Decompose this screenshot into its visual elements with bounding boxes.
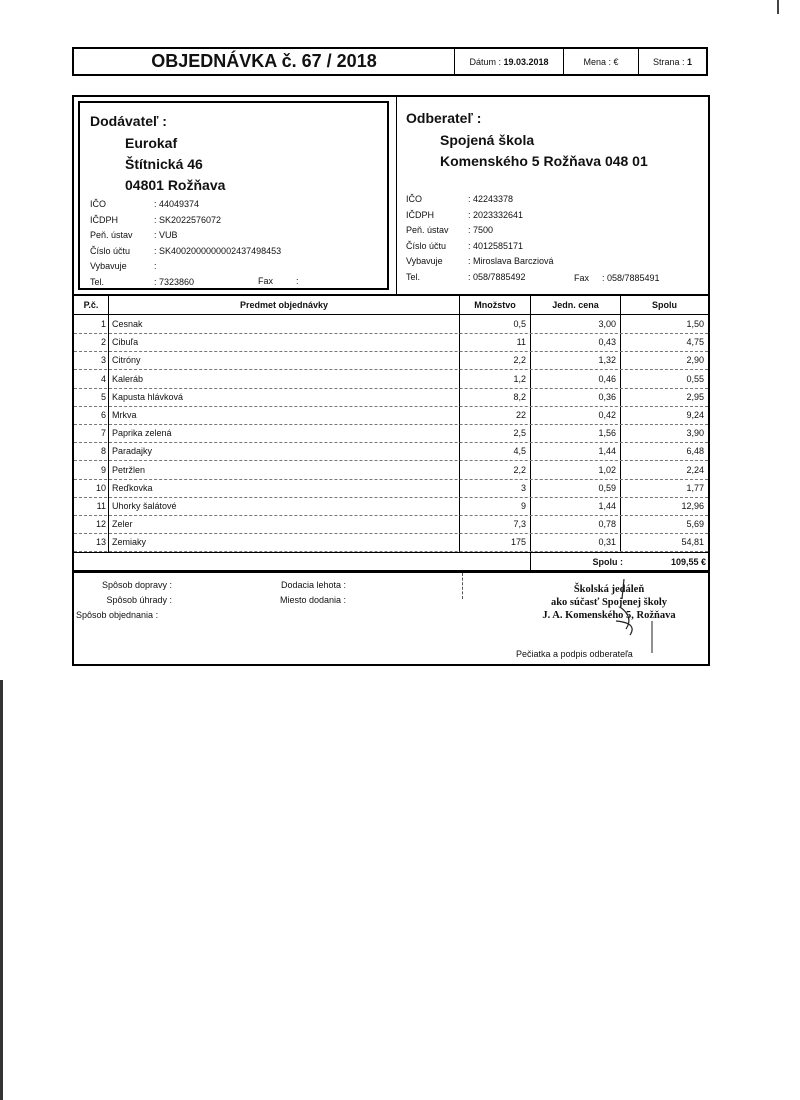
- supplier-fax: [258, 276, 299, 286]
- cell-predmet: Kaleráb: [112, 373, 144, 384]
- customer-field-label: Číslo účtu: [406, 240, 447, 251]
- delivery-time-label: Dodacia lehota :: [280, 580, 346, 590]
- cell-predmet: Citróny: [112, 355, 141, 366]
- supplier-field-label: Vybavuje: [90, 261, 127, 271]
- supplier-field-label: Tel.: [90, 276, 105, 287]
- supplier-field-label: Peň. ústav: [90, 230, 133, 240]
- cell-cena: 0,59: [598, 482, 616, 493]
- supplier-field: [90, 199, 200, 209]
- cell-mnozstvo: 2,2: [513, 464, 526, 475]
- scan-corner-mark: [777, 0, 779, 14]
- cell-cena: 0,46: [598, 373, 616, 384]
- supplier-field: [90, 214, 222, 225]
- header-pc: P.č.: [83, 300, 99, 310]
- table-row: [74, 479, 708, 498]
- page-value: 1: [687, 56, 693, 67]
- stamp-line-3: J. A. Komenského 5, Rožňava: [542, 610, 676, 621]
- currency-field: [564, 49, 638, 74]
- customer-field-value: : Miroslava Barcziová: [468, 256, 554, 266]
- table-row: [74, 497, 708, 516]
- table-header: [74, 296, 708, 315]
- page-field: [639, 49, 706, 74]
- supplier-field-value: :: [154, 261, 157, 271]
- cell-cena: 0,43: [598, 337, 616, 348]
- cell-mnozstvo: 2,5: [513, 428, 526, 439]
- cell-spolu: 12,96: [681, 501, 704, 511]
- customer-field: [406, 256, 554, 266]
- table-row: [74, 333, 708, 352]
- customer-field: [406, 271, 526, 282]
- cell-cena: 0,31: [598, 537, 616, 548]
- payment-label: Spôsob úhrady :: [106, 595, 172, 605]
- supplier-field-value: : SK4002000000002437498453: [154, 245, 282, 256]
- table-row: [74, 388, 708, 407]
- cell-spolu: 9,24: [686, 410, 704, 420]
- total-value: 109,55 €: [670, 557, 706, 567]
- cell-pc: 13: [95, 537, 106, 548]
- cell-spolu: 2,24: [686, 464, 704, 475]
- cell-spolu: 4,75: [686, 337, 704, 348]
- cell-mnozstvo: 2,2: [513, 355, 526, 366]
- cell-pc: 12: [95, 519, 106, 530]
- cell-mnozstvo: 175: [510, 537, 526, 548]
- supplier-field: [90, 230, 178, 240]
- cell-pc: 7: [100, 428, 106, 439]
- cell-predmet: Mrkva: [112, 410, 137, 420]
- cell-spolu: 2,95: [686, 391, 704, 402]
- delivery-place-label: Miesto dodania :: [279, 595, 346, 605]
- cell-mnozstvo: 9: [520, 501, 526, 511]
- date-value: 19.03.2018: [503, 56, 549, 67]
- currency-label: Mena :: [583, 56, 611, 67]
- cell-cena: 1,32: [598, 355, 616, 366]
- customer-field: [406, 209, 524, 220]
- customer-field-label: Tel.: [406, 271, 421, 282]
- table-row: [74, 315, 708, 334]
- cell-cena: 1,44: [598, 446, 616, 457]
- supplier-street: Štítnická 46: [125, 156, 203, 172]
- customer-field: [406, 240, 524, 251]
- cell-pc: 11: [96, 501, 106, 511]
- customer-field-value: : 42243378: [468, 194, 514, 204]
- cell-mnozstvo: 1,2: [513, 373, 526, 384]
- table-row: [74, 515, 708, 534]
- total-row: [74, 553, 708, 571]
- cell-pc: 4: [100, 373, 106, 384]
- cell-predmet: Uhorky šalátové: [112, 501, 177, 511]
- currency-value: €: [613, 56, 619, 67]
- supplier-field: [90, 276, 195, 287]
- cell-predmet: Zemiaky: [112, 537, 147, 548]
- cell-mnozstvo: 22: [515, 410, 526, 420]
- supplier-fax-value: :: [296, 276, 299, 286]
- customer-fax-value: : 058/7885491: [602, 273, 660, 283]
- customer-field-label: IČDPH: [406, 209, 435, 220]
- cell-pc: 1: [100, 319, 106, 329]
- customer-fax: [574, 273, 660, 283]
- stamp-line-1: Školská jedáleň: [573, 584, 645, 595]
- supplier-field-label: IČO: [90, 199, 107, 209]
- supplier-field-label: IČDPH: [90, 214, 119, 225]
- cell-predmet: Paprika zelená: [112, 428, 172, 439]
- cell-cena: 1,44: [598, 501, 616, 511]
- cell-predmet: Cesnak: [112, 319, 143, 329]
- customer-field-value: : 4012585171: [468, 240, 524, 251]
- customer-field: [406, 225, 494, 235]
- supplier-field-value: : 44049374: [154, 199, 200, 209]
- cell-predmet: Paradajky: [112, 446, 153, 457]
- supplier-field-label: Číslo účtu: [90, 245, 131, 256]
- customer-heading: Odberateľ :: [406, 110, 482, 126]
- customer-field-label: Peň. ústav: [406, 225, 449, 235]
- page-label: Strana :: [652, 56, 685, 67]
- signature-label: Pečiatka a podpis odberateľa: [516, 649, 633, 659]
- cell-pc: 2: [100, 337, 106, 348]
- customer-field: [406, 194, 514, 204]
- cell-mnozstvo: 4,5: [513, 446, 526, 457]
- signature-mark: [594, 577, 654, 655]
- table-row: [74, 370, 708, 389]
- supplier-name: Eurokaf: [125, 135, 178, 151]
- supplier-box: [78, 101, 389, 290]
- table-row: [74, 442, 708, 461]
- cell-spolu: 2,90: [686, 355, 704, 366]
- cell-spolu: 1,50: [686, 319, 704, 329]
- order-title: OBJEDNÁVKA č. 67 / 2018: [151, 51, 377, 71]
- cell-predmet: Petržlen: [112, 464, 146, 475]
- cell-predmet: Cibuľa: [112, 337, 139, 348]
- cell-spolu: 54,81: [681, 537, 704, 548]
- table-row: [74, 424, 708, 443]
- cell-spolu: 0,55: [686, 373, 704, 384]
- supplier-field: [90, 245, 282, 256]
- table-row: [74, 533, 708, 552]
- supplier-field-value: : VUB: [154, 230, 178, 240]
- customer-fax-label: Fax: [574, 273, 590, 283]
- customer-address: Komenského 5 Rožňava 048 01: [440, 153, 648, 169]
- supplier-field-value: : 7323860: [154, 276, 195, 287]
- table-row: [74, 406, 708, 425]
- cell-spolu: 3,90: [686, 428, 704, 439]
- total-label: Spolu :: [592, 557, 623, 567]
- cell-cena: 0,78: [598, 519, 616, 530]
- cell-cena: 1,56: [598, 428, 616, 439]
- cell-cena: 0,36: [598, 391, 616, 402]
- cell-pc: 3: [100, 355, 106, 366]
- table-row: [74, 351, 708, 370]
- cell-mnozstvo: 11: [516, 337, 526, 348]
- header-spolu: Spolu: [652, 300, 677, 310]
- table-row: [74, 461, 708, 480]
- cell-pc: 5: [100, 391, 106, 402]
- customer-field-label: IČO: [406, 194, 423, 204]
- order-method-label: Spôsob objednania :: [76, 610, 159, 620]
- date-label: Dátum :: [469, 56, 501, 67]
- cell-spolu: 1,77: [686, 482, 704, 493]
- cell-spolu: 5,69: [686, 519, 704, 530]
- date-field: [455, 49, 563, 74]
- parties-section: [72, 95, 710, 296]
- scan-edge-mark: [0, 680, 3, 1100]
- cell-mnozstvo: 3: [520, 482, 526, 493]
- cell-pc: 6: [100, 410, 106, 420]
- supplier-heading: Dodávateľ :: [90, 113, 167, 129]
- cell-pc: 9: [100, 464, 106, 475]
- customer-field-value: : 058/7885492: [468, 271, 526, 282]
- stamp-line-2: ako súčasť Spojenej školy: [550, 597, 668, 608]
- cell-mnozstvo: 7,3: [513, 519, 526, 530]
- header-predmet: Predmet objednávky: [239, 300, 329, 310]
- items-table: [72, 296, 710, 572]
- cell-predmet: Zeler: [112, 519, 133, 530]
- header-mnozstvo: Množstvo: [474, 300, 516, 310]
- customer-field-value: : 7500: [468, 225, 494, 235]
- customer-field-label: Vybavuje: [406, 256, 443, 266]
- order-header: [72, 47, 708, 76]
- supplier-city: 04801 Rožňava: [125, 177, 226, 193]
- customer-field-value: : 2023332641: [468, 209, 524, 220]
- customer-name: Spojená škola: [440, 132, 535, 148]
- cell-mnozstvo: 0,5: [513, 319, 526, 329]
- cell-predmet: Reďkovka: [112, 482, 153, 493]
- supplier-fax-label: Fax: [258, 276, 274, 286]
- supplier-field: [90, 261, 157, 271]
- cell-predmet: Kapusta hlávková: [112, 391, 184, 402]
- transport-label: Spôsob dopravy :: [101, 580, 172, 590]
- cell-cena: 0,42: [598, 410, 616, 420]
- header-cena: Jedn. cena: [552, 300, 599, 310]
- cell-mnozstvo: 8,2: [513, 391, 526, 402]
- cell-cena: 3,00: [598, 319, 616, 329]
- supplier-field-value: : SK2022576072: [154, 214, 222, 225]
- cell-cena: 1,02: [598, 464, 616, 475]
- cell-spolu: 6,48: [686, 446, 704, 457]
- cell-pc: 8: [100, 446, 106, 457]
- footer-section: [72, 572, 710, 666]
- cell-pc: 10: [95, 482, 106, 493]
